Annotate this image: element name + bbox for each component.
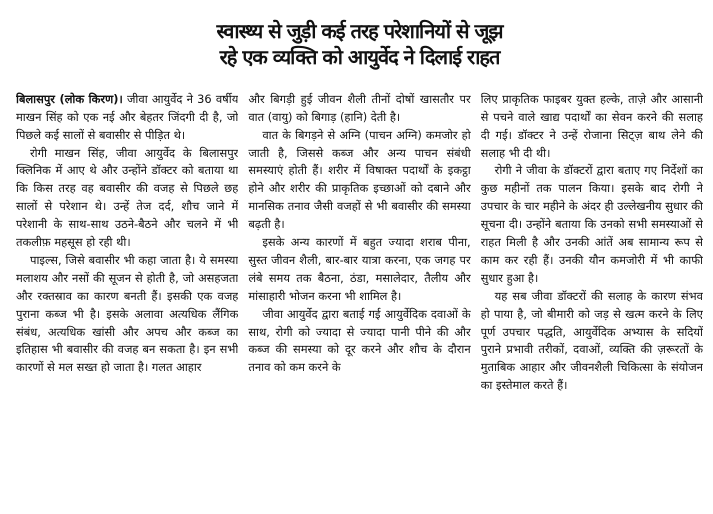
paragraph: और बिगड़ी हुई जीवन शैली तीनों दोषों खासतौर पर वात (वायु) को बिगाड़ (हानि) देती है। xyxy=(248,91,471,124)
paragraph: रोगी ने जीवा के डॉक्टरों द्वारा बताए गए निर्देशों का कुछ महीनों तक पालन किया। इसके बाद रोगी ने उपचार के चार महीने के अंदर ही उल्लेखनीय सुधार की सूचना दी। उन्होंने बताया कि उनको सभी समस्याओं से राहत मिली है और उनकी आंतें अब सामान्य रूप से काम कर रही हैं। उनकी यौन कमजोरी में भी काफी सुधार हुआ है। xyxy=(480,163,703,285)
paragraph: लिए प्राकृतिक फाइबर युक्त हल्के, ताज़े और आसानी से पचने वाले खाद्य पदार्थों का सेवन करने की सलाह दी गई। डॉक्टर ने उन्हें रोजाना सिट्ज़ बाथ लेने की सलाह भी दी थी। xyxy=(480,91,703,160)
column-3 xyxy=(481,91,703,441)
column-1 xyxy=(16,91,238,441)
paragraph: रोगी माखन सिंह, जीवा आयुर्वेद के बिलासपुर क्लिनिक में आए थे और उन्होंने डॉक्टर को बताया था कि किस तरह वह बवासीर की वजह से पिछले छह सालों से परेशान थे। उन्हें तेज दर्द, शौच जाने में परेशानी के साथ-साथ उठने-बैठने और चलने में भी तकलीफ़ महसूस हो रही थी। xyxy=(16,145,239,250)
dateline: बिलासपुर (लोक किरण)। xyxy=(16,91,123,106)
headline-line-2: रहे एक व्यक्ति को आयुर्वेद ने दिलाई राहत xyxy=(219,45,500,70)
column-2 xyxy=(248,91,470,441)
headline-line-1: स्वास्थ्य से जुड़ी कई तरह परेशानियों से जूझ xyxy=(216,19,503,43)
paragraph: यह सब जीवा डॉक्टरों की सलाह के कारण संभव हो पाया है, जो बीमारी को जड़ से खत्म करने के लिए पूर्ण उपचार पद्धति, आयुर्वेदिक अभ्यास के सदियों पुराने प्रभावी तरीकों, दवाओं, व्यक्ति की ज़रूरतों के मुताबिक आहार और जीवनशैली चिकित्सा के संयोजन का इस्तेमाल करते हैं। xyxy=(480,288,703,393)
paragraph: पाइल्स, जिसे बवासीर भी कहा जाता है। ये समस्या मलाशय और नसों की सूजन से होती है, जो असहजता और रक्तस्राव का कारण बनती हैं। इसकी एक वजह पुराना कब्ज भी है। इसके अलावा अत्यधिक लैंगिक संबंध, अत्यधिक खांसी और अपच और कब्ज का इतिहास भी बवासीर की वजह बन सकता है। इन सभी कारणों से मल सख्त हो जाता है। गलत आहार xyxy=(16,252,239,375)
paragraph-text: जीवा आयुर्वेद ने 36 वर्षीय माखन सिंह को एक नई और बेहतर जिंदगी दी है, जो पिछले कई सालों से बवासीर से पीड़ित थे। xyxy=(16,91,239,142)
paragraph xyxy=(16,91,238,145)
article-headline xyxy=(16,20,703,69)
paragraph: इसके अन्य कारणों में बहुत ज्यादा शराब पीना, सुस्त जीवन शैली, बार-बार यात्रा करना, एक जगह पर लंबे समय तक बैठना, ठंडा, मसालेदार, तैलीय और मांसाहारी भोजन करना भी शामिल है। xyxy=(248,235,471,303)
paragraph: वात के बिगड़ने से अग्नि (पाचन अग्नि) कमजोर हो जाती है, जिससे कब्ज और अन्य पाचन संबंधी समस्याएं होती हैं। शरीर में विषाक्त पदार्थों के इकट्ठा होने और शरीर की प्राकृतिक इच्छाओं को दबाने और मानसिक तनाव जैसी वजहों से भी बवासीर की समस्या बढ़ती है। xyxy=(248,127,471,232)
paragraph: जीवा आयुर्वेद द्वारा बताई गई आयुर्वेदिक दवाओं के साथ, रोगी को ज्यादा से ज्यादा पानी पीने की और कब्ज की समस्या को दूर करने और शौच के दौरान तनाव को कम करने के xyxy=(248,306,471,375)
article-body xyxy=(16,91,703,441)
